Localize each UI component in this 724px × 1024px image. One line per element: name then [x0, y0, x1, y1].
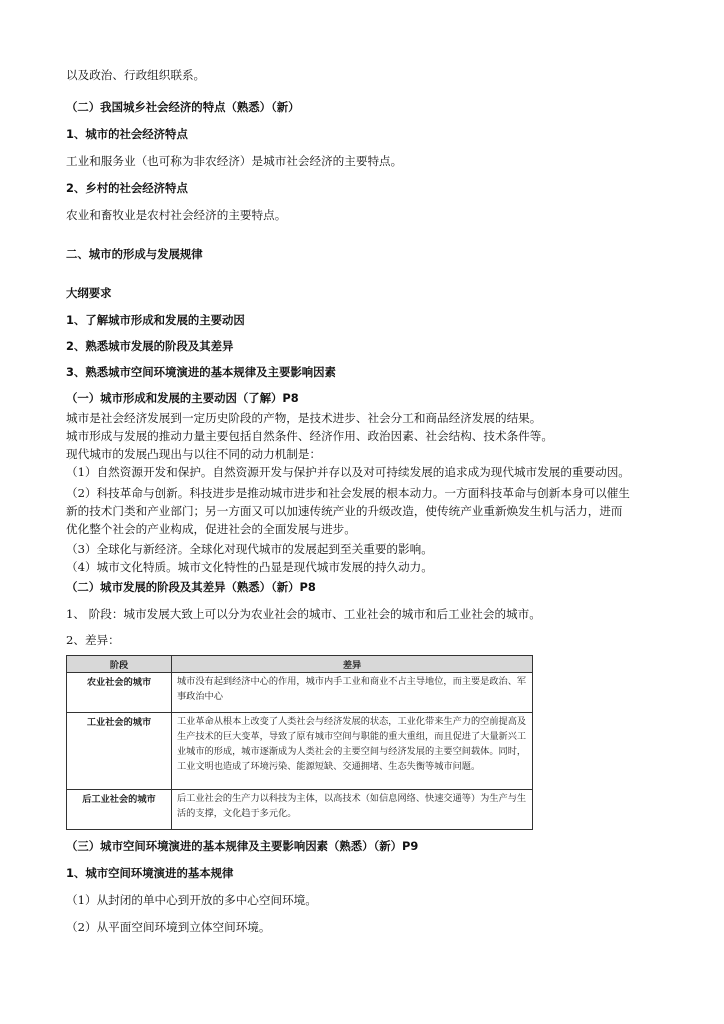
list-item: （3）全球化与新经济。全球化对现代城市的发展起到至关重要的影响。: [66, 542, 433, 556]
text-line: 现代城市的发展凸现出与以往不同的动力机制是：: [66, 447, 322, 461]
text-line: 城市形成与发展的推动力量主要包括自然条件、经济作用、政治因素、社会结构、技术条件等。: [66, 429, 553, 443]
diff-cell: 工业革命从根本上改变了人类社会与经济发展的状态，工业化带来生产力的空前提高及生产技术的巨大变革，导致了原有城市空间与职能的重大重组，而且促进了大量新兴工业城市的形成，城市逐渐成为人类社会的主要空间与经济发展的主要空间载体。同时，工业文明也造成了环境污染、能源短缺、交通拥堵、生态失衡等城市问题。: [172, 713, 533, 790]
section-heading: （三）城市空间环境演进的基本规律及主要影响因素（熟悉）（新）P9: [66, 839, 419, 853]
text-line: 以及政治、行政组织联系。: [66, 68, 206, 82]
text-line: 优化整个社会的产业构成，促进社会的全面发展与进步。: [66, 522, 356, 536]
section-heading: （二）我国城乡社会经济的特点（熟悉）（新）: [66, 100, 300, 114]
list-item: （4）城市文化特质。城市文化特性的凸显是现代城市发展的持久动力。: [66, 560, 433, 574]
subheading: 1、城市空间环境演进的基本规律: [66, 866, 234, 880]
table-row: [67, 713, 533, 790]
stage-cell: 后工业社会的城市: [67, 789, 172, 829]
syllabus-item: 3、熟悉城市空间环境演进的基本规律及主要影响因素: [66, 365, 336, 379]
list-item: （2）从平面空间环境到立体空间环境。: [66, 920, 271, 934]
subheading: 1、城市的社会经济特点: [66, 127, 188, 141]
list-item: （1）自然资源开发和保护。自然资源开发与保护并存以及对可持续发展的追求成为现代城市发展的重要动因。: [66, 465, 630, 479]
text-line: 新的技术门类和产业部门；另一方面又可以加速传统产业的升级改造，使传统产业重新焕发生机与活力，进而: [66, 504, 623, 518]
table-row: [67, 789, 533, 829]
diff-cell: 后工业社会的生产力以科技为主体，以高技术（如信息网络、快速交通等）为生产与生活的支撑，文化趋于多元化。: [172, 789, 533, 829]
header-stage: 阶段: [67, 656, 172, 673]
syllabus-heading: 大纲要求: [66, 286, 112, 300]
text-line: 工业和服务业（也可称为非农经济）是城市社会经济的主要特点。: [66, 154, 403, 168]
section-heading: （二）城市发展的阶段及其差异（熟悉）（新）P8: [66, 580, 316, 594]
chapter-heading: 二、城市的形成与发展规律: [66, 247, 203, 261]
table-header-row: [67, 656, 533, 673]
text-line: 1、 阶段：城市发展大致上可以分为农业社会的城市、工业社会的城市和后工业社会的城市。: [66, 607, 541, 621]
stage-cell: 农业社会的城市: [67, 673, 172, 713]
diff-cell: 城市没有起到经济中心的作用，城市内手工业和商业不占主导地位，而主要是政治、军事政治中心: [172, 673, 533, 713]
header-diff: 差异: [172, 656, 533, 673]
list-item: （1）从封闭的单中心到开放的多中心空间环境。: [66, 893, 317, 907]
text-line: 农业和畜牧业是农村社会经济的主要特点。: [66, 208, 287, 222]
section-heading: （一）城市形成和发展的主要动因（了解）P8: [66, 391, 299, 405]
text-line: 城市是社会经济发展到一定历史阶段的产物，是技术进步、社会分工和商品经济发展的结果。: [66, 411, 542, 425]
table-row: [67, 673, 533, 713]
stage-difference-table: [66, 655, 533, 830]
stage-cell: 工业社会的城市: [67, 713, 172, 790]
syllabus-item: 2、熟悉城市发展的阶段及其差异: [66, 339, 234, 353]
syllabus-item: 1、了解城市形成和发展的主要动因: [66, 313, 245, 327]
text-line: 2、差异：: [66, 633, 120, 647]
list-item: （2）科技革命与创新。科技进步是推动城市进步和社会发展的根本动力。一方面科技革命与创新本身可以催生: [66, 486, 630, 500]
subheading: 2、乡村的社会经济特点: [66, 181, 188, 195]
